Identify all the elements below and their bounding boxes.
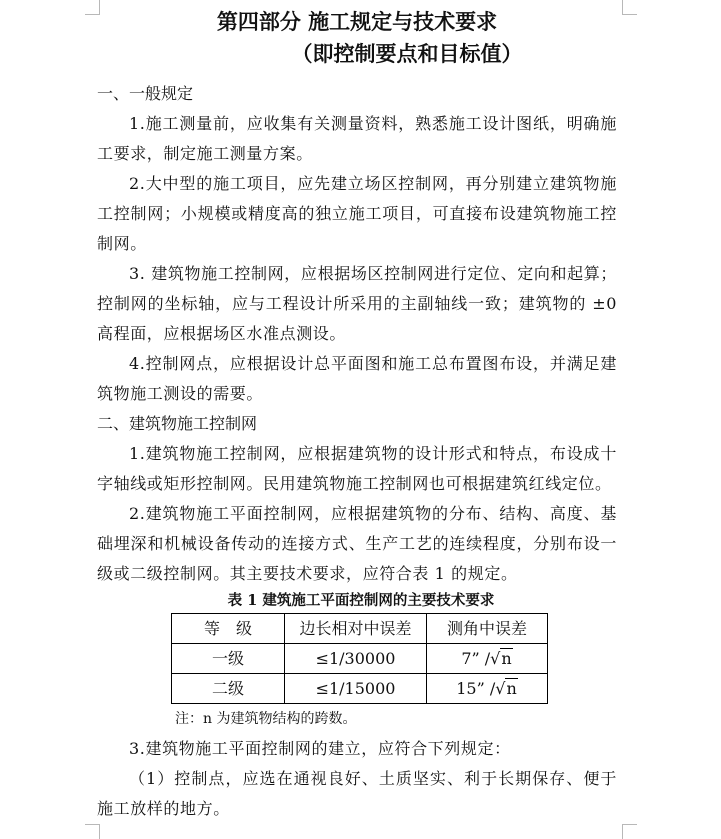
page-corner-mark-bottom-right	[622, 824, 637, 839]
table-cell-side-error: ≤1/15000	[285, 674, 427, 704]
paragraph: 3. 建筑物施工控制网，应根据场区控制网进行定位、定向和起算；控制网的坐标轴，应与工程设计所采用的主副轴线一致；建筑物的 ±0 高程面，应根据场区水准点测设。	[97, 264, 617, 343]
table-cell-side-error: ≤1/30000	[285, 644, 427, 674]
paragraph: 2.建筑物施工平面控制网，应根据建筑物的分布、结构、高度、基础埋深和机械设备传动的连接方式、生产工艺的连续程度，分别布设一级或二级控制网。其主要技术要求，应符合表 1 的规定。	[97, 504, 617, 583]
section-heading-general: 一、一般规定	[97, 84, 194, 103]
table-row	[172, 674, 548, 704]
page-corner-mark-bottom-left	[85, 824, 100, 839]
table-cell-angle-error	[427, 674, 548, 704]
table-row	[172, 644, 548, 674]
table-cell-grade: 二级	[172, 674, 285, 704]
table-caption: 表 1 建筑施工平面控制网的主要技术要求	[227, 592, 495, 609]
spec-table	[171, 613, 548, 704]
table-cell-angle-error	[427, 644, 548, 674]
sqrt-radicand: n	[506, 679, 517, 698]
paragraph: 4.控制网点，应根据设计总平面图和施工总布置图布设，并满足建筑物施工测设的需要。	[97, 354, 617, 403]
table-cell-grade: 一级	[172, 644, 285, 674]
sqrt-radicand: n	[501, 649, 512, 668]
angle-error-prefix: 15” /	[456, 679, 496, 698]
sqrt-symbol: √n	[490, 649, 512, 668]
paragraph: 3.建筑物施工平面控制网的建立，应符合下列规定：	[129, 739, 511, 758]
section-heading-building-control-network: 二、建筑物施工控制网	[97, 414, 258, 433]
document-body	[97, 0, 617, 824]
page-title: 第四部分 施工规定与技术要求	[216, 9, 498, 34]
table-header-cell: 测角中误差	[427, 614, 548, 644]
table-header-cell: 等 级	[172, 614, 285, 644]
table-note: 注：n 为建筑物结构的跨数。	[175, 711, 357, 727]
table-header-row	[172, 614, 548, 644]
paragraph: 1.建筑物施工控制网，应根据建筑物的设计形式和特点，布设成十字轴线或矩形控制网。民用建筑物施工控制网也可根据建筑红线定位。	[97, 444, 617, 493]
angle-error-prefix: 7” /	[461, 649, 491, 668]
sqrt-symbol: √n	[495, 679, 517, 698]
paragraph: 2.大中型的施工项目，应先建立场区控制网，再分别建立建筑物施工控制网；小规模或精度高的独立施工项目，可直接布设建筑物施工控制网。	[97, 174, 617, 253]
paragraph: 1.施工测量前，应收集有关测量资料，熟悉施工设计图纸，明确施工要求，制定施工测量方案。	[97, 114, 617, 163]
table-header-cell: 边长相对中误差	[285, 614, 427, 644]
paragraph: （1）控制点，应选在通视良好、土质坚实、利于长期保存、便于施工放样的地方。	[97, 769, 617, 818]
page-corner-mark-top-right	[622, 0, 637, 15]
page-subtitle: （即控制要点和目标值）	[291, 41, 523, 66]
